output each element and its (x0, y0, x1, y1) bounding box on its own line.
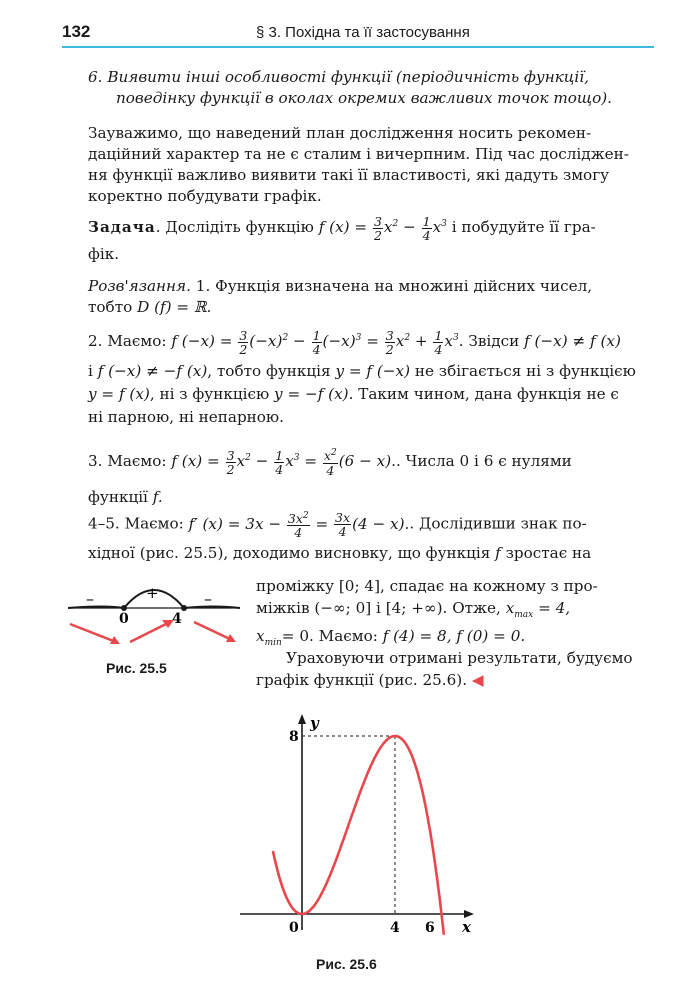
task-function: f (x) = $\frac{3}{2}$ $x^2$ − $\frac{1}{4}$ $x^3$ (318, 213, 447, 243)
sign-plus: + (146, 584, 159, 602)
label-0: 0 (119, 611, 129, 627)
figure-25-5 (64, 578, 244, 650)
task-paragraph: Задача. Дослідіть функцію f (x) = $\frac{3}{2}$ $x^2$ − $\frac{1}{4}$ $x^3$ і побудуйте її гра- фік. (88, 213, 596, 263)
tick-6: 6 (425, 920, 435, 936)
solution-step-1: Розв'язання. 1. Функція визначена на множині дійсних чисел, тобто D (f) = ℝ. (88, 277, 593, 316)
sign-minus-left: – (86, 589, 94, 608)
page-number: 132 (62, 22, 91, 41)
figure-25-6 (230, 710, 490, 940)
section-title: § 3. Похідна та її застосування (256, 24, 470, 41)
caption-25-5: Рис. 25.5 (106, 660, 167, 676)
tick-0: 0 (289, 920, 299, 936)
y-axis-arrow-icon (298, 714, 306, 724)
item-6: 6. Виявити інші особливості функції (періодичність функції, поведінку функції в околах окремих важливих точок тощо). (88, 68, 612, 107)
function-curve (273, 736, 444, 935)
tick-8: 8 (289, 729, 299, 745)
caption-25-6: Рис. 25.6 (316, 956, 377, 972)
label-4: 4 (172, 611, 182, 627)
remark-paragraph: Зауважимо, що наведений план дослідження носить рекомен- даційний характер та не є сталим і вичерпним. Під час досліджен- ня функції важливо виявити такі її властивості, які дадуть змогу коректно побудувати графік. (88, 124, 629, 205)
solution-step-4-5: 4–5. Маємо: f′ (x) = 3x − $\frac{3x^2}{4}$ = $\frac{3x}{4}$ (4 − x).. Дослідивши знак по- хідної (рис. 25.5), доходимо висновку, що функція f зростає на (88, 510, 592, 563)
y-axis-label: y (310, 714, 319, 732)
header-rule (62, 46, 654, 48)
x-axis-label: x (462, 918, 471, 936)
final-paragraph: Ураховуючи отримані результати, будуємо графік функції (рис. 25.6). ◀ (256, 649, 633, 689)
solution-step-4-5-cont: проміжку [0; 4], спадає на кожному з про- міжків (−∞; 0] і [4; +∞). Отже, $x_{max} = 4$, $x_{min}= 0$. Маємо: f (4) = 8, f (0) = 0. (256, 577, 598, 649)
point-4 (181, 605, 187, 611)
solution-step-2: 2. Маємо: f (−x) = $\frac{3}{2}$ $(-x)^2$ − $\frac{1}{4}$ $(-x)^3$ = $\frac{3}{2}$ $x^2$ + $\frac{1}{4}$ $x^3$. Звідси f (−x) ≠ f (x) і f (−x) ≠ −f (x), тобто функція y = f (−x) не збігається ні з функцією y = f (x), ні з функцією y = −f (x). Таким чином, дана функція не є ні парною, ні непарною. (88, 327, 636, 426)
tick-4: 4 (390, 920, 400, 936)
x-axis-arrow-icon (464, 910, 474, 918)
solution-step-3: 3. Маємо: f (x) = $\frac{3}{2}$ $x^2$ − $\frac{1}{4}$ $x^3$ = $\frac{x^2}{4}$ (6 − x).. Числа 0 і 6 є нулями функції f. (88, 447, 572, 506)
sign-minus-right: – (204, 589, 212, 608)
monotonic-arrows (70, 620, 236, 644)
end-marker-icon: ◀ (471, 670, 484, 689)
